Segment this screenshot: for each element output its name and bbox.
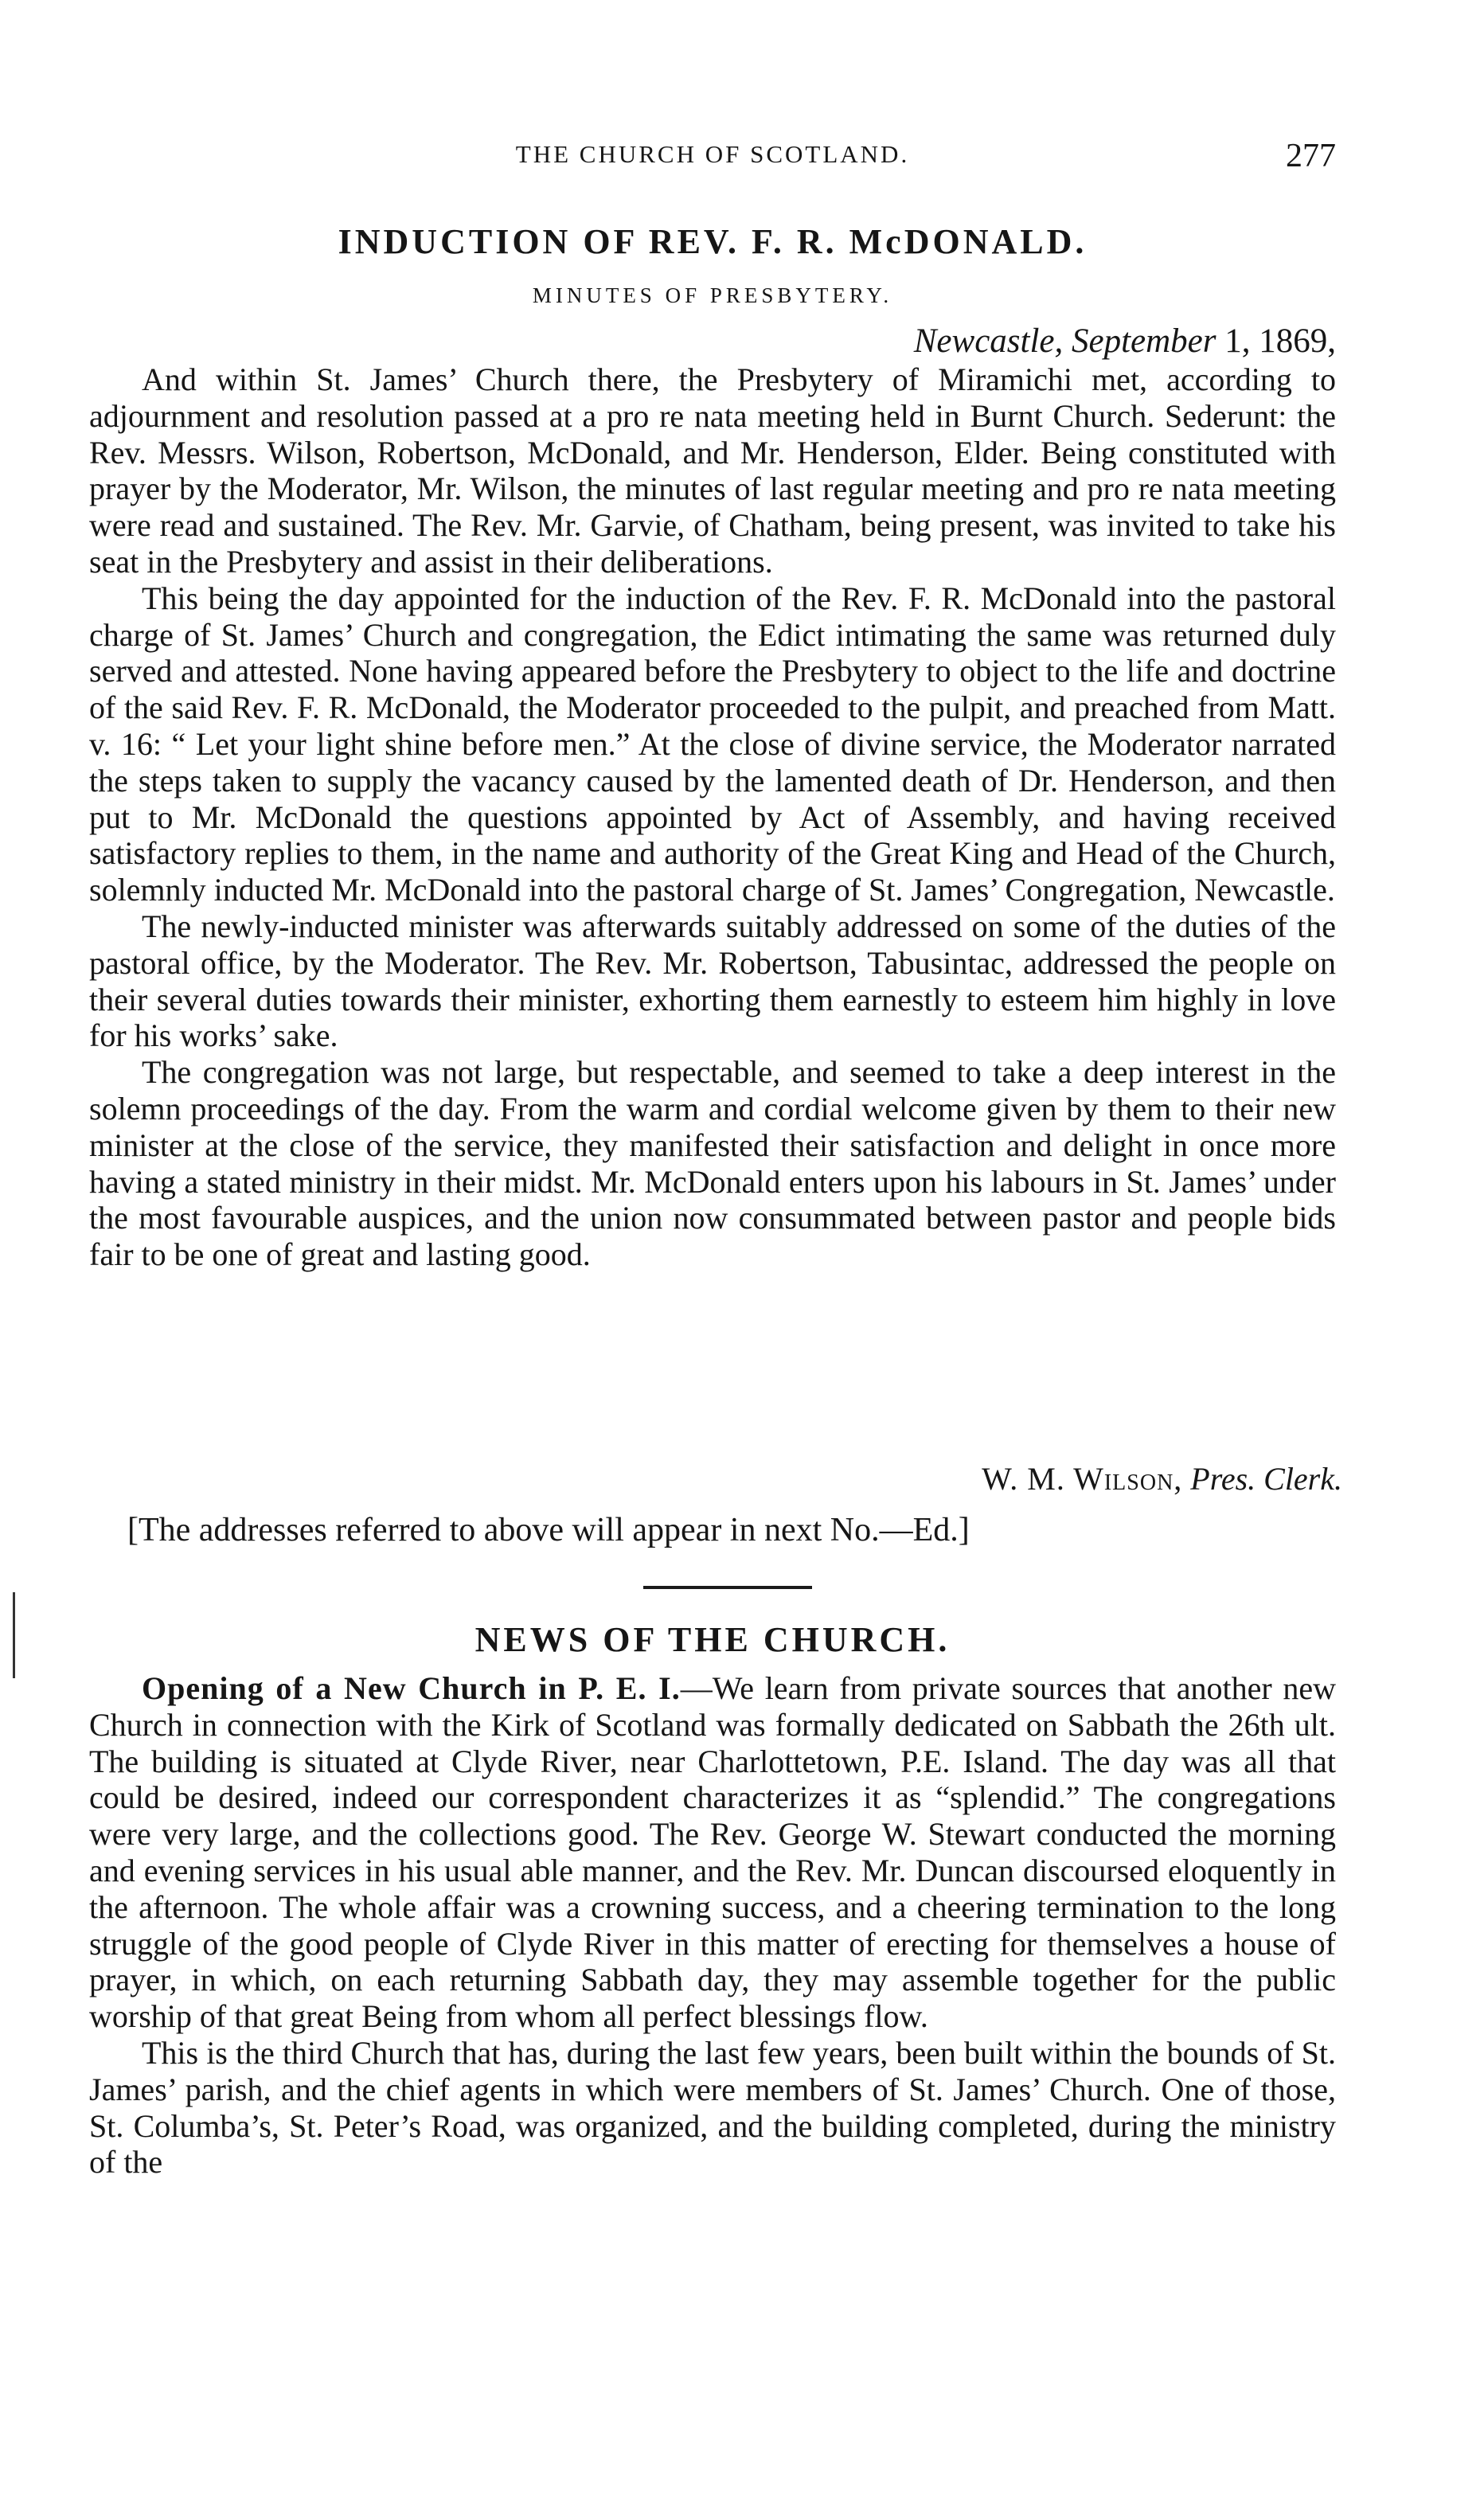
signature-role: Pres. Clerk. (1190, 1461, 1342, 1497)
running-title: THE CHURCH OF SCOTLAND. (515, 140, 910, 168)
induction-paragraph-2: This being the day appointed for the induction of the Rev. F. R. McDonald into the pastoral charge of St. James’ Church and congregation, the Edict intimating the same was returned duly served and attested. None having appeared before the Presbytery to object to the life and doctrine of the said Rev. F. R. McDonald, the Moderator proceeded to the pulpit, and preached from Matt. v. 16: “ Let your light shine before men.” At the close of divine service, the Moderator narrated the steps taken to supply the vacancy caused by the lamented death of Dr. Henderson, and then put to Mr. McDonald the questions appointed by Act of Assembly, and having received satisfactory replies to them, in the name and authority of the Great King and Head of the Church, solemnly inducted Mr. McDonald into the pastoral charge of St. James’ Congregation, Newcastle. (89, 580, 1336, 908)
news-body (89, 1670, 1336, 2181)
editor-note: [The addresses referred to above will appear in next No.—Ed.] (127, 1512, 970, 1548)
news-lead: Opening of a New Church in P. E. I. (142, 1670, 681, 1706)
induction-paragraph-4: The congregation was not large, but respectable, and seemed to take a deep interest in the solemn proceedings of the day. From the warm and cordial welcome given by them to their new minister at the close of the service, they manifested their satisfaction and delight in once more having a stated ministry in their midst. Mr. McDonald enters upon his labours in St. James’ under the most favourable auspices, and the union now consummated between pastor and people bids fair to be one of great and lasting good. (89, 1054, 1336, 1273)
induction-title: INDUCTION OF REV. F. R. McDONALD. (338, 222, 1088, 261)
dateline-date: 1, 1869, (1216, 322, 1336, 360)
signature-name: W. M. Wilson, (982, 1461, 1183, 1497)
page-number: 277 (1286, 138, 1336, 174)
induction-paragraph-3: The newly-inducted minister was afterwards suitably addressed on some of the duties of the pastoral office, by the Moderator. The Rev. Mr. Robertson, Tabusintac, addressed the people on their several duties towards their minister, exhorting them earnestly to esteem him highly in love for his works’ sake. (89, 908, 1336, 1054)
news-paragraph-2: This is the third Church that has, during the last few years, been built within the bounds of St. James’ parish, and the chief agents in which were members of St. James’ Church. One of those, St. Columba’s, St. Peter’s Road, was organized, and the building completed, during the ministry of the (89, 2034, 1336, 2181)
news-paragraph-1 (89, 1670, 1336, 2035)
news-paragraph-1-text: —We learn from private sources that another new Church in connection with the Kirk of Scotland was formally dedicated on Sabbath the 26th ult. The building is situated at Clyde River, near Charlottetown, P.E. Island. The day was all that could be desired, indeed our correspondent characterizes it as “splendid.” The congregations were very large, and the collections good. The Rev. George W. Stewart conducted the morning and evening services in his usual able manner, and the Rev. Mr. Duncan discoursed eloquently in the afternoon. The whole affair was a crowning success, and a cheering termination to the long struggle of the good people of Clyde River in this matter of erecting for themselves a house of prayer, in which, on each returning Sabbath day, they may assemble together for the public worship of that great Being from whom all perfect blessings flow. (89, 1670, 1336, 2035)
dateline-place: Newcastle, September (913, 322, 1216, 360)
section-divider (643, 1586, 812, 1589)
dateline (914, 322, 1336, 361)
news-title: NEWS OF THE CHURCH. (474, 1620, 951, 1659)
margin-mark (13, 1592, 15, 1678)
running-head (89, 140, 1336, 188)
induction-body (89, 361, 1336, 1273)
induction-paragraph-1: And within St. James’ Church there, the Presbytery of Miramichi met, according to adjournment and resolution passed at a pro re nata meeting held in Burnt Church. Sederunt: the Rev. Messrs. Wilson, Robertson, McDonald, and Mr. Henderson, Elder. Being constituted with prayer by the Moderator, Mr. Wilson, the minutes of last regular meeting and pro re nata meeting were read and sustained. The Rev. Mr. Garvie, of Chatham, being present, was invited to take his seat in the Presbytery and assist in their deliberations. (89, 361, 1336, 580)
induction-subtitle: MINUTES OF PRESBYTERY. (532, 283, 893, 307)
signature (982, 1460, 1342, 1498)
